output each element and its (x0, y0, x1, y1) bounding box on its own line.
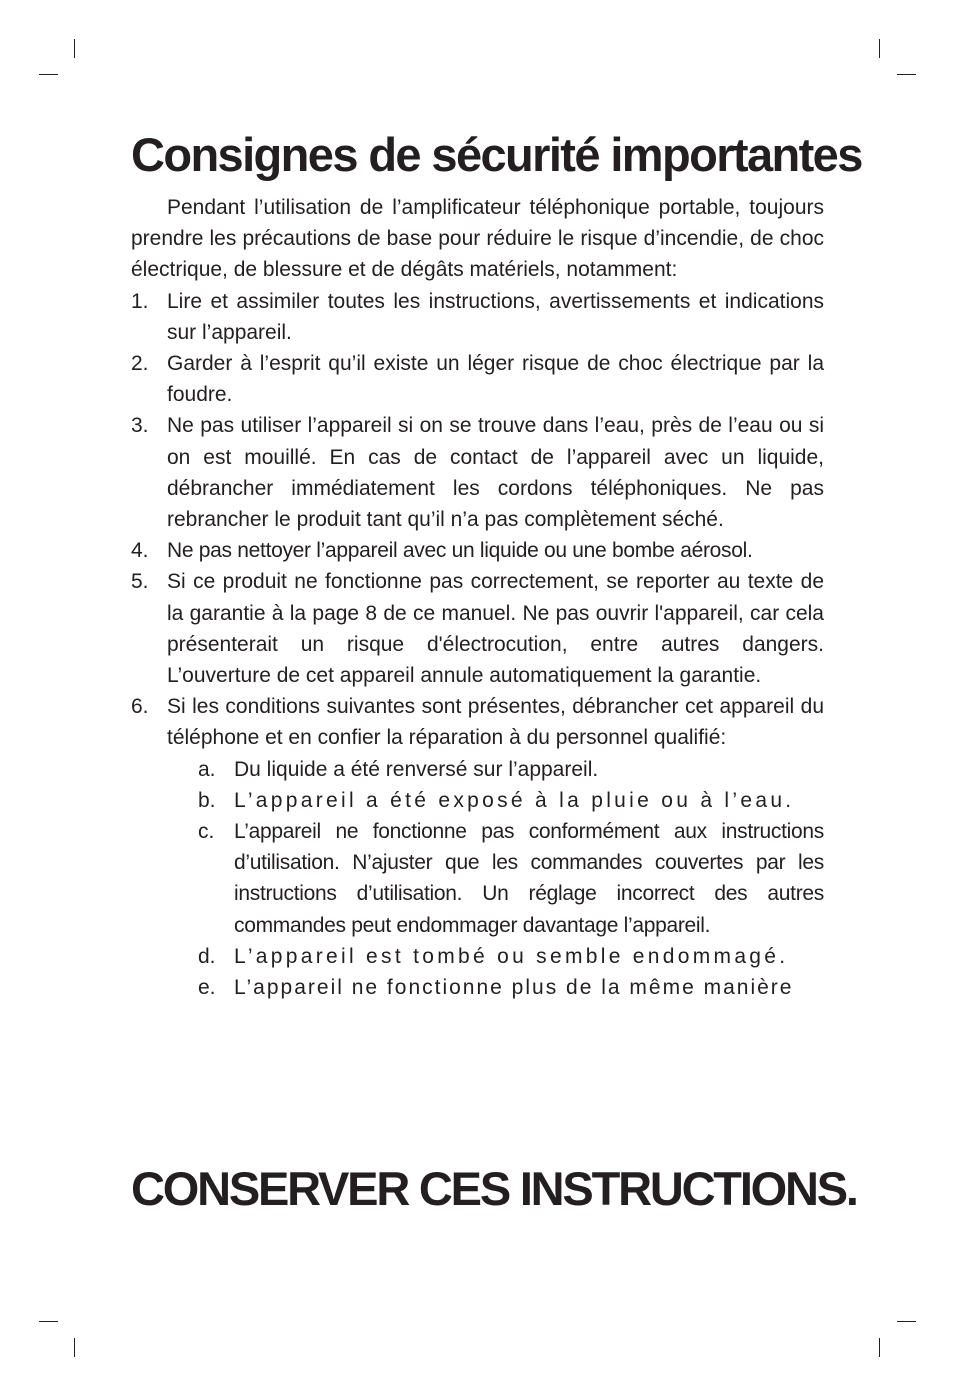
crop-mark (879, 1338, 880, 1357)
crop-mark (897, 1321, 916, 1322)
crop-mark (39, 1321, 58, 1322)
item-number: 4. (131, 539, 149, 563)
sub-item-letter: b. (198, 788, 216, 812)
page-title: Consignes de sécurité importantes (131, 128, 862, 181)
item-text: Ne pas nettoyer l’appareil avec un liquide ou une bombe aérosol. (167, 539, 753, 563)
sub-item-letter: a. (198, 757, 216, 781)
crop-mark (897, 74, 916, 75)
sub-item-letter: e. (198, 976, 216, 1000)
item-text: Lire et assimiler toutes les instructions, avertissements et indications sur l’appareil. (167, 289, 824, 344)
sub-list-item (131, 816, 824, 941)
safety-list (131, 286, 824, 1004)
intro-paragraph: Pendant l’utilisation de l’amplificateur téléphonique portable, toujours prendre les précautions de base pour réduire le risque d’incendie, de choc électrique, de blessure et de dégâts matériels, notamment: (131, 196, 824, 282)
item-number: 1. (131, 289, 149, 313)
crop-mark (74, 39, 75, 58)
sub-list-item (131, 754, 824, 785)
sub-item-text: Du liquide a été renversé sur l’appareil. (234, 757, 599, 781)
item-text: Garder à l’esprit qu’il existe un léger risque de choc électrique par la foudre. (167, 352, 824, 407)
item-number: 2. (131, 352, 149, 376)
item-number: 3. (131, 414, 149, 438)
list-item (131, 410, 824, 535)
item-number: 6. (131, 695, 149, 719)
sub-item-text: L’appareil ne fonctionne plus de la même manière (234, 976, 794, 1000)
crop-mark (74, 1338, 75, 1357)
item-text: Si les conditions suivantes sont présentes, débrancher cet appareil du téléphone et en confier la réparation à du personnel qualifié: (167, 695, 824, 750)
sub-list-item (131, 785, 824, 816)
sub-item-letter: c. (198, 820, 215, 844)
sub-item-text: L’appareil ne fonctionne pas conformément aux instructions d’utilisation. N’ajuster que les commandes couvertes par les instructions d’utilisation. Un réglage incorrect des autres commandes peut endommager davantage l’appareil. (234, 820, 824, 937)
content (131, 192, 824, 1003)
sub-list (167, 754, 824, 1004)
crop-mark (39, 74, 58, 75)
item-text: Ne pas utiliser l’appareil si on se trouve dans l’eau, près de l’eau ou si on est mouillé. En cas de contact de l’appareil avec un liquide, débrancher immédiatement les cordons téléphoniques. Ne pas rebrancher le produit tant qu’il n’a pas complètement séché. (167, 414, 824, 532)
sub-list-item (131, 941, 824, 972)
item-text: Si ce produit ne fonctionne pas correctement, se reporter au texte de la garantie à la page 8 de ce manuel. Ne pas ouvrir l'appareil, car cela présenterait un risque d'électrocution, entre autres dangers. L’ouverture de cet appareil annule automatiquement la garantie. (167, 570, 824, 688)
list-item (131, 286, 824, 348)
footer-heading: CONSERVER CES INSTRUCTIONS. (131, 1162, 857, 1215)
list-item (131, 535, 824, 566)
sub-list-item (131, 972, 824, 1003)
item-number: 5. (131, 570, 149, 594)
sub-item-letter: d. (198, 944, 216, 968)
list-item (131, 348, 824, 410)
crop-mark (879, 39, 880, 58)
list-item (131, 566, 824, 691)
sub-item-text: L’appareil a été exposé à la pluie ou à l’eau. (234, 788, 795, 812)
document-body (131, 126, 862, 1003)
sub-item-text: L’appareil est tombé ou semble endommagé. (234, 944, 789, 968)
list-item (131, 691, 824, 1003)
